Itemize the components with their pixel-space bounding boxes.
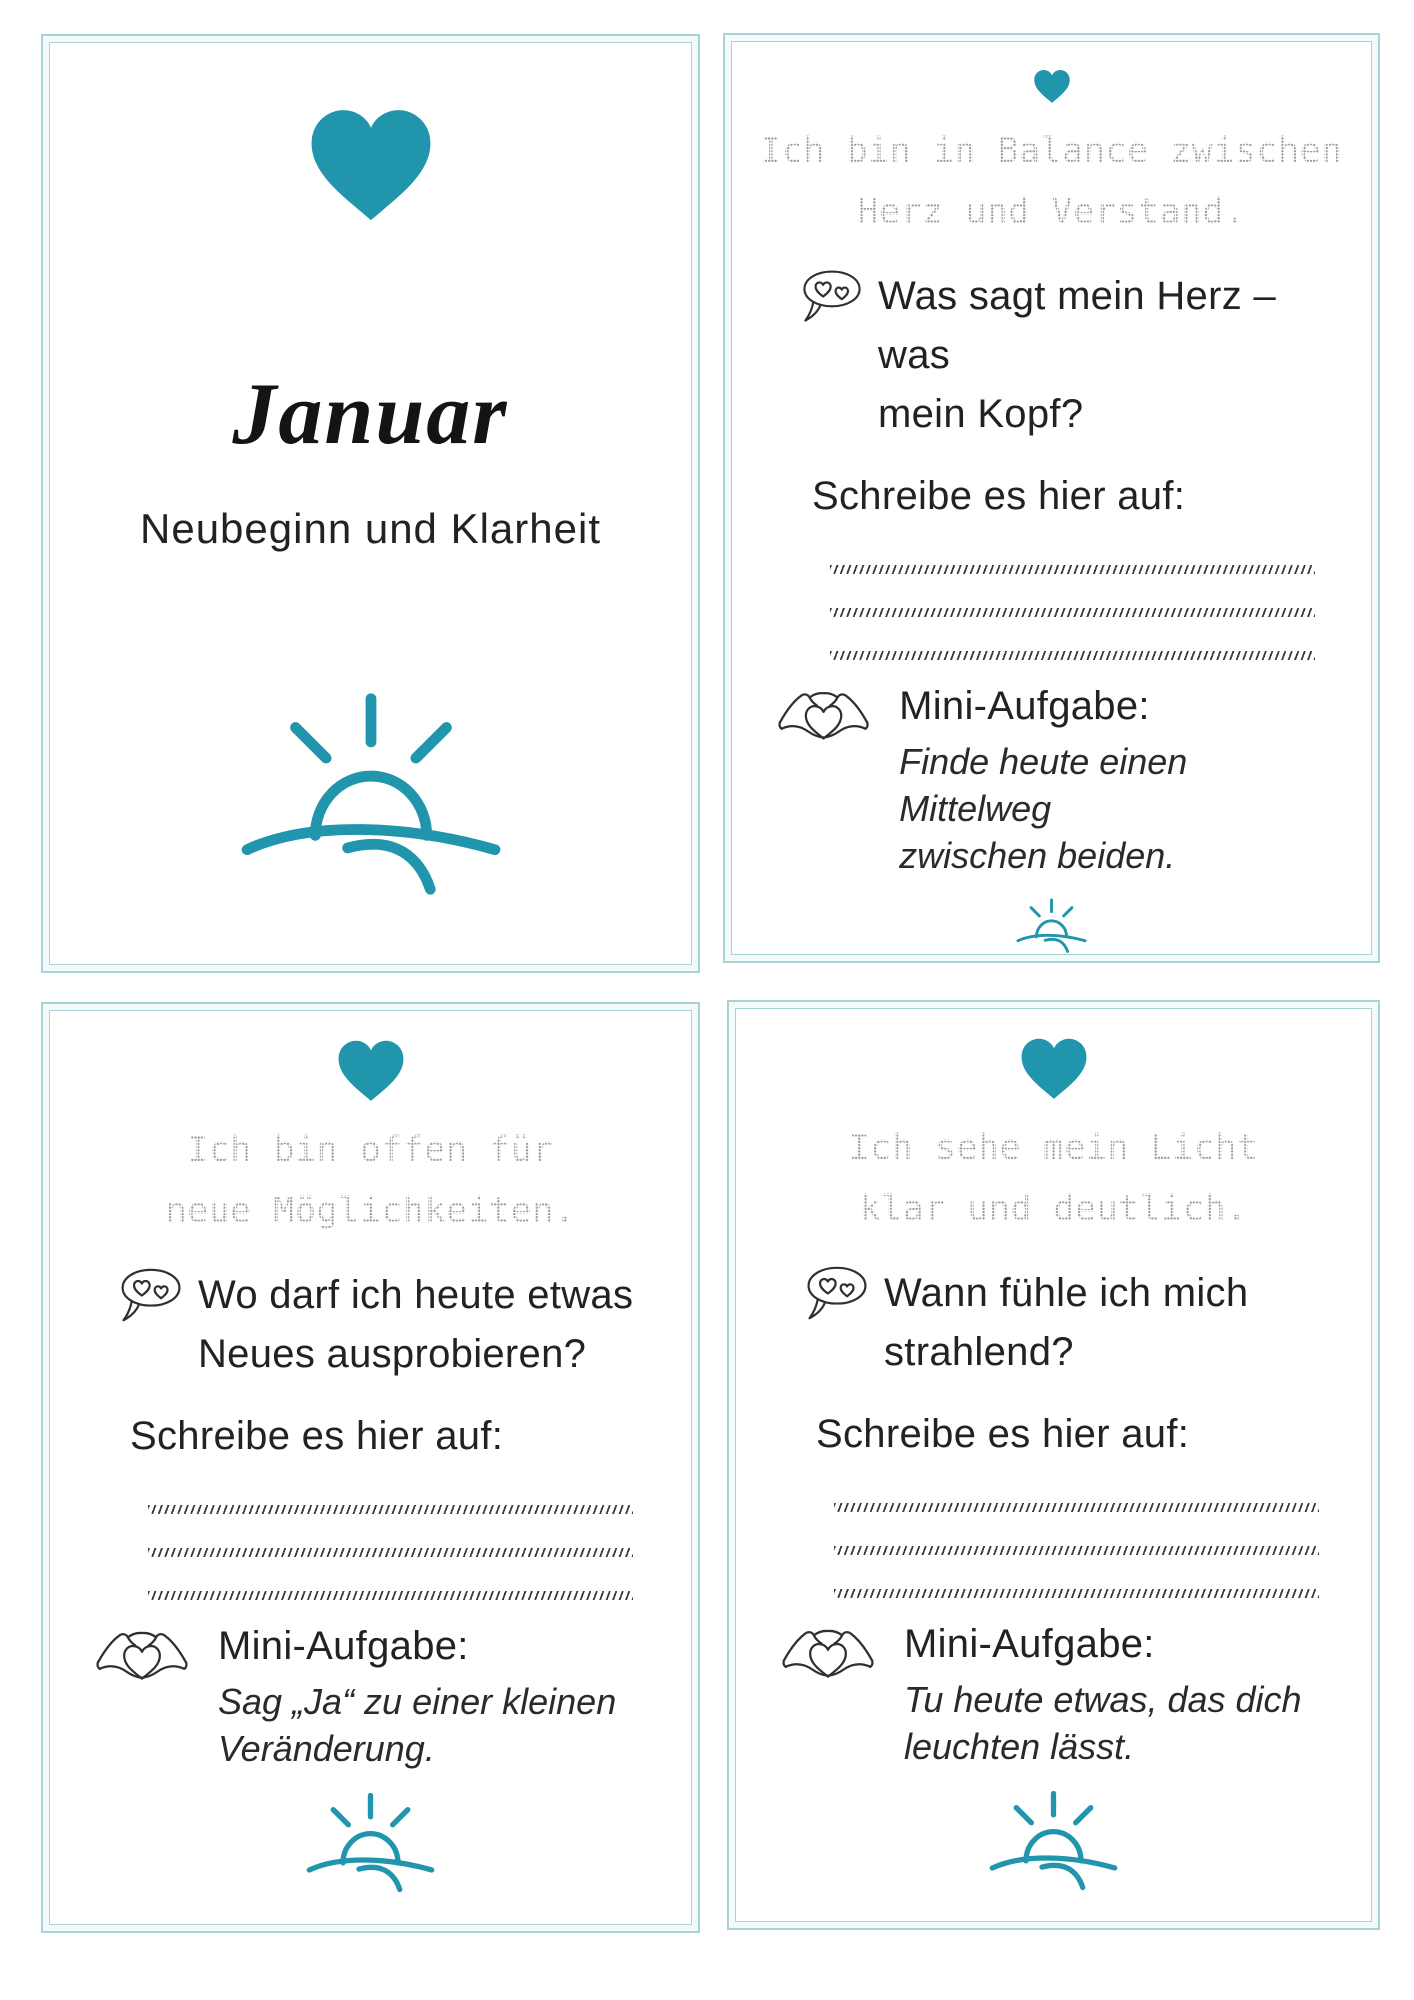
card-affirmation-light bbox=[727, 1000, 1380, 1930]
speech-bubble-hearts-icon bbox=[804, 1264, 870, 1323]
prompt-row bbox=[800, 267, 1345, 444]
heart-icon bbox=[333, 1037, 409, 1104]
month-subtitle: Neubeginn und Klarheit bbox=[140, 505, 601, 552]
writing-lines bbox=[830, 565, 1315, 660]
card-january-cover-inner bbox=[49, 42, 692, 965]
prompt-row bbox=[118, 1266, 665, 1384]
sunrise-icon bbox=[985, 897, 1118, 954]
sunrise-icon bbox=[236, 688, 506, 900]
affirmation-line-2: neue Möglichkeiten. bbox=[165, 1191, 576, 1231]
prompt-line-2: mein Kopf? bbox=[878, 391, 1084, 436]
affirmation-line-2: Herz und Verstand. bbox=[857, 191, 1246, 232]
mini-task-row bbox=[95, 1620, 665, 1772]
prompt-line-1: Wann fühle ich mich bbox=[884, 1271, 1249, 1315]
month-title: Januar bbox=[232, 366, 509, 463]
heart-icon bbox=[1016, 1035, 1092, 1102]
writing-lines bbox=[834, 1503, 1319, 1598]
mini-task-block bbox=[904, 1618, 1302, 1770]
writing-line bbox=[834, 1589, 1319, 1598]
affirmation-line-2: klar und deutlich. bbox=[859, 1189, 1248, 1229]
heart-hands-icon bbox=[781, 1622, 875, 1690]
affirmation-line-1: Ich bin in Balance zwischen bbox=[760, 130, 1343, 171]
card-affirmation-balance bbox=[723, 33, 1380, 963]
card-affirmation-open-inner bbox=[49, 1010, 692, 1925]
prompt-text bbox=[198, 1266, 633, 1384]
task-line-2: leuchten lässt. bbox=[904, 1726, 1135, 1767]
prompt-line-1: Was sagt mein Herz – was bbox=[878, 273, 1276, 377]
task-line-2: Veränderung. bbox=[218, 1728, 435, 1769]
affirmation-text bbox=[762, 1118, 1345, 1240]
mini-task-block bbox=[899, 680, 1345, 879]
prompt-row bbox=[804, 1264, 1345, 1382]
mini-task-label: Mini-Aufgabe: bbox=[904, 1622, 1155, 1666]
task-line-1: Tu heute etwas, das dich bbox=[904, 1679, 1302, 1720]
writing-line bbox=[830, 565, 1315, 574]
task-line-1: Sag „Ja“ zu einer kleinen bbox=[218, 1681, 617, 1722]
card-affirmation-open bbox=[41, 1002, 700, 1933]
mini-task-text bbox=[899, 738, 1345, 879]
write-here-label: Schreibe es hier auf: bbox=[812, 473, 1186, 518]
sunrise-icon bbox=[987, 1788, 1120, 1893]
prompt-text bbox=[878, 267, 1345, 444]
affirmation-line-1: Ich sehe mein Licht bbox=[848, 1128, 1259, 1168]
writing-line bbox=[148, 1548, 633, 1557]
prompt-line-2: Neues ausprobieren? bbox=[198, 1332, 587, 1376]
mini-task-row bbox=[781, 1618, 1345, 1770]
affirmation-text bbox=[76, 1120, 665, 1242]
writing-line bbox=[834, 1503, 1319, 1512]
mini-task-row bbox=[777, 680, 1345, 879]
task-line-2: zwischen beiden. bbox=[899, 834, 1176, 876]
mini-task-label: Mini-Aufgabe: bbox=[218, 1624, 469, 1668]
write-here-label: Schreibe es hier auf: bbox=[816, 1412, 1190, 1456]
card-affirmation-light-inner bbox=[735, 1008, 1372, 1922]
speech-bubble-hearts-icon bbox=[118, 1266, 184, 1325]
card-january-cover bbox=[41, 34, 700, 973]
writing-line bbox=[830, 651, 1315, 660]
heart-icon bbox=[302, 103, 440, 226]
prompt-line-1: Wo darf ich heute etwas bbox=[198, 1273, 634, 1317]
heart-hands-icon bbox=[777, 684, 870, 752]
affirmation-line-1: Ich bin offen für bbox=[187, 1130, 554, 1170]
prompt-line-2: strahlend? bbox=[884, 1330, 1074, 1374]
writing-line bbox=[148, 1505, 633, 1514]
speech-bubble-hearts-icon bbox=[800, 267, 864, 326]
heart-icon bbox=[1014, 68, 1090, 105]
sunrise-icon bbox=[304, 1790, 437, 1895]
prompt-text bbox=[884, 1264, 1248, 1382]
mini-task-text bbox=[218, 1678, 616, 1772]
affirmation-text bbox=[758, 121, 1345, 243]
card-affirmation-balance-inner bbox=[731, 41, 1372, 955]
mini-task-block bbox=[218, 1620, 616, 1772]
writing-lines bbox=[148, 1505, 633, 1600]
write-here-label: Schreibe es hier auf: bbox=[130, 1414, 504, 1458]
writing-line bbox=[148, 1591, 633, 1600]
writing-line bbox=[834, 1546, 1319, 1555]
heart-hands-icon bbox=[95, 1624, 189, 1692]
task-line-1: Finde heute einen Mittelweg bbox=[899, 740, 1188, 829]
mini-task-label: Mini-Aufgabe: bbox=[899, 683, 1150, 728]
mini-task-text bbox=[904, 1676, 1302, 1770]
writing-line bbox=[830, 608, 1315, 617]
